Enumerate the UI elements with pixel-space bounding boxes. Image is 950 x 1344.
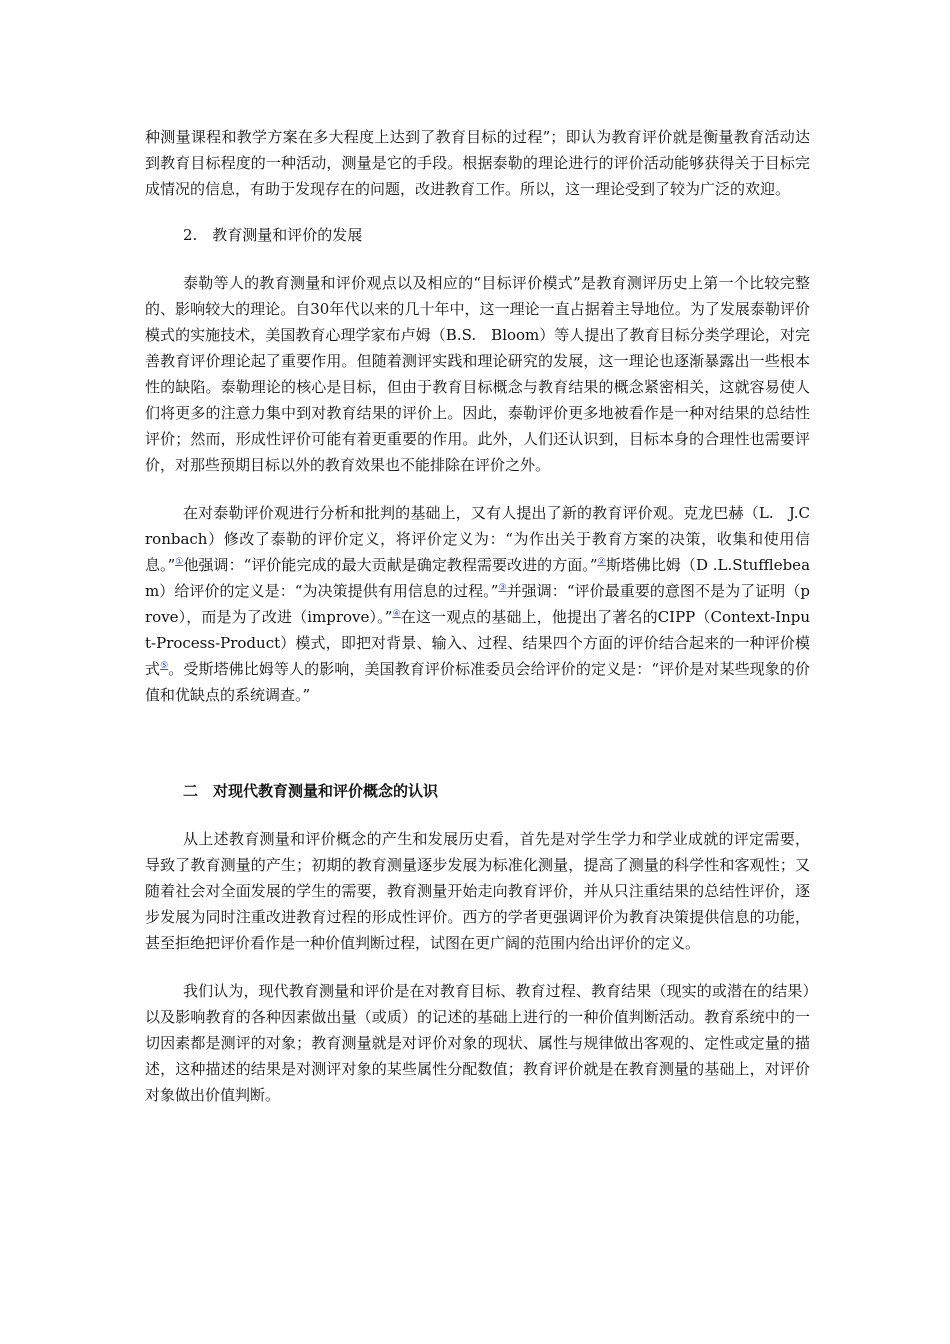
footnote-link-1[interactable]: ①	[175, 557, 184, 567]
paragraph-continued: 种测量课程和教学方案在多大程度上达到了教育目标的过程”；即认为教育评价就是衡量教育活动达到教育目标程度的一种活动，测量是它的手段。根据泰勒的理论进行的评价活动能够获得关于目标完成情况的信息，有助于发现存在的问题，改进教育工作。所以，这一理论受到了较为广泛的欢迎。	[145, 128, 810, 198]
text-run: 他强调：“评价能完成的最大贡献是确定教程需要改进的方面。”	[183, 556, 598, 574]
footnote-link-4[interactable]: ④	[392, 609, 401, 619]
text-run: 并强调：“评价最重要的意图不是为了证明（prove），而是为了改进（improve）。”	[145, 582, 810, 626]
paragraph-development: 泰勒等人的教育测量和评价观点以及相应的“目标评价模式”是教育测评历史上第一个比较完整的、影响较大的理论。自30年代以来的几十年中，这一理论一直占据着主导地位。为了发展泰勒评价模式的实施技术，美国教育心理学家布卢姆（B.S. Bloom）等人提出了教育目标分类学理论，对完善教育评价理论起了重要作用。但随着测评实践和理论研究的发展，这一理论也逐渐暴露出一些根本性的缺陷。泰勒理论的核心是目标，但由于教育目标概念与教育结果的概念紧密相关，这就容易使人们将更多的注意力集中到对教育结果的评价上。因此，泰勒评价更多地被看作是一种对结果的总结性评价；然而，形成性评价可能有着更重要的作用。此外，人们还认识到，目标本身的合理性也需要评价，对那些预期目标以外的教育效果也不能排除在评价之外。	[145, 274, 810, 474]
paragraph-history-summary: 从上述教育测量和评价概念的产生和发展历史看，首先是对学生学力和学业成就的评定需要，导致了教育测量的产生；初期的教育测量逐步发展为标准化测量，提高了测量的科学性和客观性；又随着社会对全面发展的学生的需要，教育测量开始走向教育评价，并从只注重结果的总结性评价，逐步发展为同时注重改进教育过程的形成性评价。西方的学者更强调评价为教育决策提供信息的功能，甚至拒绝把评价看作是一种价值判断过程，试图在更广阔的范围内给出评价的定义。	[145, 830, 810, 952]
section-heading: 二 对现代教育测量和评价概念的认识	[183, 782, 439, 800]
document-page	[145, 124, 810, 1108]
footnote-link-5[interactable]: ⑤	[160, 661, 169, 671]
text-run: 在这一观点的基础上，他提出了著名的CIPP（Context-Input-Process-Product）模式，即把对背景、输入、过程、结果四个方面的评价结合起来的一种评价模式	[145, 608, 810, 678]
paragraph-definition: 我们认为，现代教育测量和评价是在对教育目标、教育过程、教育结果（现实的或潜在的结果）以及影响教育的各种因素做出量（或质）的记述的基础上进行的一种价值判断活动。教育系统中的一切因素都是测评的对象；教育测量就是对评价对象的现状、属性与规律做出客观的、定性或定量的描述，这种描述的结果是对测评对象的某些属性分配数值；教育评价就是在教育测量的基础上，对评价对象做出价值判断。	[145, 982, 810, 1104]
footnote-link-3[interactable]: ③	[498, 583, 507, 593]
footnote-link-2[interactable]: ②	[597, 557, 606, 567]
text-run: 在对泰勒评价观进行分析和批判的基础上，又有人提出了新的教育评价观。克龙巴赫（L. J.Cronbach）修改了泰勒的评价定义，将评价定义为：“为作出关于教育方案的决策，收集和使用信息。”	[145, 504, 810, 574]
subsection-heading: 2. 教育测量和评价的发展	[183, 226, 363, 244]
text-run: 。受斯塔佛比姆等人的影响，美国教育评价标准委员会给评价的定义是：“评价是对某些现象的价值和优缺点的系统调查。”	[145, 660, 810, 704]
text-run: 斯塔佛比姆（D .L.Stufflebeam）给评价的定义是：“为决策提供有用信息的过程。”	[145, 556, 811, 600]
paragraph-new-evaluation	[145, 500, 810, 708]
